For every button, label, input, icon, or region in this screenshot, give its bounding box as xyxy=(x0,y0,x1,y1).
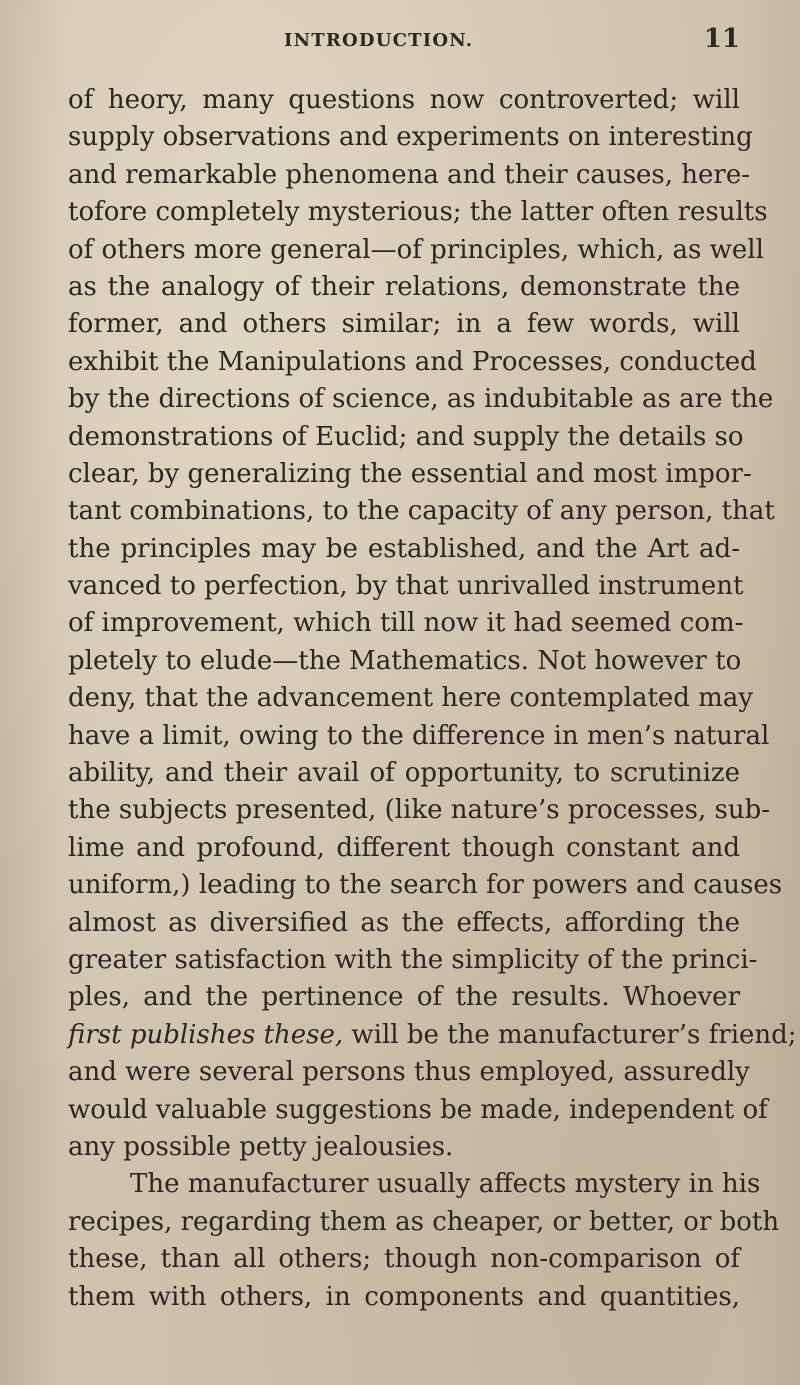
text-line: exhibit the Manipulations and Processes, conducted xyxy=(68,346,757,377)
chapter-title: INTRODUCTION. xyxy=(284,30,474,51)
text-line-with-italic xyxy=(68,1017,797,1054)
text-line: the principles may be established, and the Art ad- xyxy=(68,533,740,564)
text-line: of heory, many questions now controverted; will xyxy=(68,85,740,115)
running-head xyxy=(68,24,740,54)
text-line: supply observations and experiments on interesting xyxy=(68,122,753,153)
text-line: former, and others similar; in a few words, will xyxy=(68,309,740,340)
page-number: 11 xyxy=(703,24,740,54)
text-line: have a limit, owing to the difference in men’s natural xyxy=(68,720,770,751)
text-line: the subjects presented, (like nature’s processes, sub- xyxy=(68,795,771,826)
text-line: recipes, regarding them as cheaper, or better, or both xyxy=(68,1206,780,1237)
text-line: demonstrations of Euclid; and supply the details so xyxy=(68,421,744,452)
text-line: clear, by generalizing the essential and most impor- xyxy=(68,458,752,489)
body-text xyxy=(68,82,797,1316)
text-line: lime and profound, different though constant and xyxy=(68,832,740,863)
text-line: and remarkable phenomena and their causes, here- xyxy=(68,159,751,190)
text-line: pletely to elude—the Mathematics. Not however to xyxy=(68,645,742,676)
paragraph-start-line: The manufacturer usually affects mystery in his xyxy=(130,1169,761,1200)
text-line: and were several persons thus employed, assuredly xyxy=(68,1057,750,1088)
text-line: tant combinations, to the capacity of any person, that xyxy=(68,496,775,527)
text-line: vanced to perfection, by that unrivalled instrument xyxy=(68,571,744,602)
text-line: these, than all others; though non-comparison of xyxy=(68,1244,740,1275)
text-line: deny, that the advancement here contemplated may xyxy=(68,683,754,714)
text-line: tofore completely mysterious; the latter often results xyxy=(68,197,768,228)
text-line: of others more general—of principles, which, as well xyxy=(68,234,764,265)
text-line: uniform,) leading to the search for powers and causes xyxy=(68,870,783,901)
text-line: of improvement, which till now it had seemed com- xyxy=(68,608,744,639)
text-line: would valuable suggestions be made, independent of xyxy=(68,1094,768,1125)
text-line: by the directions of science, as indubitable as are the xyxy=(68,384,774,415)
text-line: as the analogy of their relations, demonstrate the xyxy=(68,271,740,302)
text-line: almost as diversified as the effects, affording the xyxy=(68,907,740,938)
italic-phrase: first publishes these, xyxy=(68,1019,344,1050)
text-line: ability, and their avail of opportunity, to scrutinize xyxy=(68,758,740,789)
text-line: them with others, in components and quantities, xyxy=(68,1281,740,1312)
text-line: ples, and the pertinence of the results. Whoever xyxy=(68,982,740,1013)
paragraph-end-line: any possible petty jealousies. xyxy=(68,1131,454,1162)
text-line: greater satisfaction with the simplicity of the princi- xyxy=(68,944,758,975)
italic-line-rest: will be the manufacturer’s friend; xyxy=(343,1019,797,1050)
